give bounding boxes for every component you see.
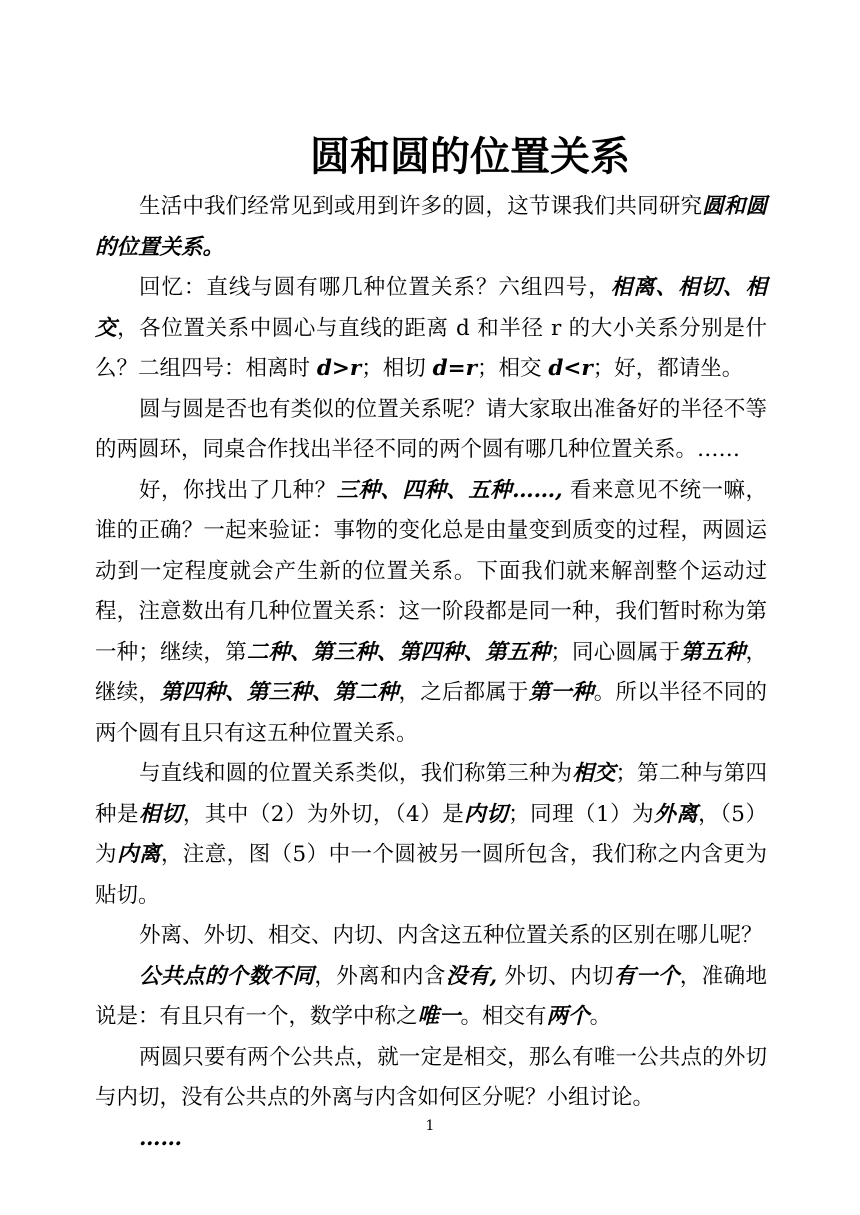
emphasis: d>r (316, 356, 362, 381)
text: ，各位置关系中圆心与直线的距离 d 和半径 r 的大小关系分别是什么？二组四号：相离时 (95, 315, 767, 381)
paragraph-question (95, 390, 767, 471)
text: 回忆：直线与圆有哪几种位置关系？六组四号， (139, 275, 611, 300)
text: 外切、内切 (497, 963, 614, 989)
page-title: 圆和圆的位置关系 (310, 134, 630, 180)
text: ，之后都属于 (398, 680, 529, 705)
text: ；同心圆属于 (550, 639, 681, 665)
text: 。相交有 (460, 1004, 547, 1029)
emphasis: d=r (432, 356, 477, 381)
emphasis: 第一种 (528, 680, 594, 705)
emphasis: 第五种 (680, 639, 746, 665)
document-body (95, 187, 767, 1159)
emphasis: …… (139, 1125, 182, 1151)
text: ，注意，图（5）中一个圆被另一圆所包含，我们称之内含更为贴切。 (95, 842, 767, 908)
paragraph-common-points (95, 957, 767, 1038)
emphasis: 相切 (138, 801, 183, 827)
emphasis: 外离 (654, 801, 699, 827)
text: 生活中我们经常见到或用到许多的圆，这节课我们共同研究 (139, 194, 703, 219)
emphasis: 内切 (464, 801, 509, 827)
paragraph-recall (95, 268, 767, 390)
emphasis: 内离 (116, 842, 161, 867)
emphasis: 二种、第三种、第四种、第五种 (246, 639, 551, 665)
text: ；好，都请坐。 (592, 356, 744, 381)
text: 两圆只要有两个公共点，就一定是相交，那么有唯一公共点的外切与内切，没有公共点的外离与内含如何区分呢？小组讨论。 (95, 1044, 767, 1110)
emphasis: 第四种、第三种、第二种 (160, 680, 399, 705)
text: 与直线和圆的位置关系类似，我们称第三种为 (139, 761, 573, 786)
text: 看来意见不统一嘛，谁的正确？一起来验证：事物的变化总是由量变到质变的过程，两圆运动到一定程度就会产生新的位置关系。下面我们就来解剖整个运动过程，注意数出有几种位置关系：这一阶段都是同一种，我们暂时称为第一种；继续，第 (95, 477, 767, 665)
paragraph-discussion (95, 1038, 767, 1119)
emphasis: 相交 (572, 761, 616, 786)
emphasis: 有一个 (613, 963, 680, 989)
emphasis: 公共点的个数不同 (139, 963, 315, 989)
emphasis: d<r (548, 356, 593, 381)
text: ，外离和内含 (314, 963, 446, 989)
text: ；相交 (476, 356, 549, 381)
paragraph-difference-question (95, 916, 767, 957)
text: 。所以半径不同的两个圆有且只有这五种位置关系。 (95, 680, 767, 746)
text: 圆与圆是否也有类似的位置关系呢？请大家取出准备好的半径不等的两圆环，同桌合作找出半径不同的两个圆有哪几种位置关系。…… (95, 396, 767, 462)
paragraph-process (95, 471, 767, 755)
text: ，其中（2）为外切，（4）是 (182, 801, 465, 827)
text: 外离、外切、相交、内切、内含这五种位置关系的区别在哪儿呢？ (139, 923, 763, 948)
emphasis: 没有, (445, 963, 498, 989)
emphasis: 相离、相切、相交 (95, 275, 767, 341)
text: ，准确地说是：有且只有一个，数学中称之 (95, 963, 767, 1029)
emphasis: 唯一 (417, 1004, 461, 1029)
text: ，继续， (95, 639, 767, 705)
paragraph-naming (95, 754, 767, 916)
text: ；同理（1）为 (508, 801, 655, 827)
emphasis: 三种、四种、五种……, (336, 477, 563, 503)
emphasis: 两个 (546, 1004, 590, 1029)
text: ；相切 (361, 356, 433, 381)
text: 。 (589, 1004, 612, 1029)
page-number: 1 (425, 1118, 435, 1134)
text: ，（5）为 (95, 801, 767, 867)
emphasis: 圆和圆的位置关系。 (95, 194, 767, 260)
text: 好，你找出了几种？ (139, 477, 337, 503)
text: ；第二种与第四种是 (95, 761, 767, 827)
paragraph-intro (95, 187, 767, 268)
